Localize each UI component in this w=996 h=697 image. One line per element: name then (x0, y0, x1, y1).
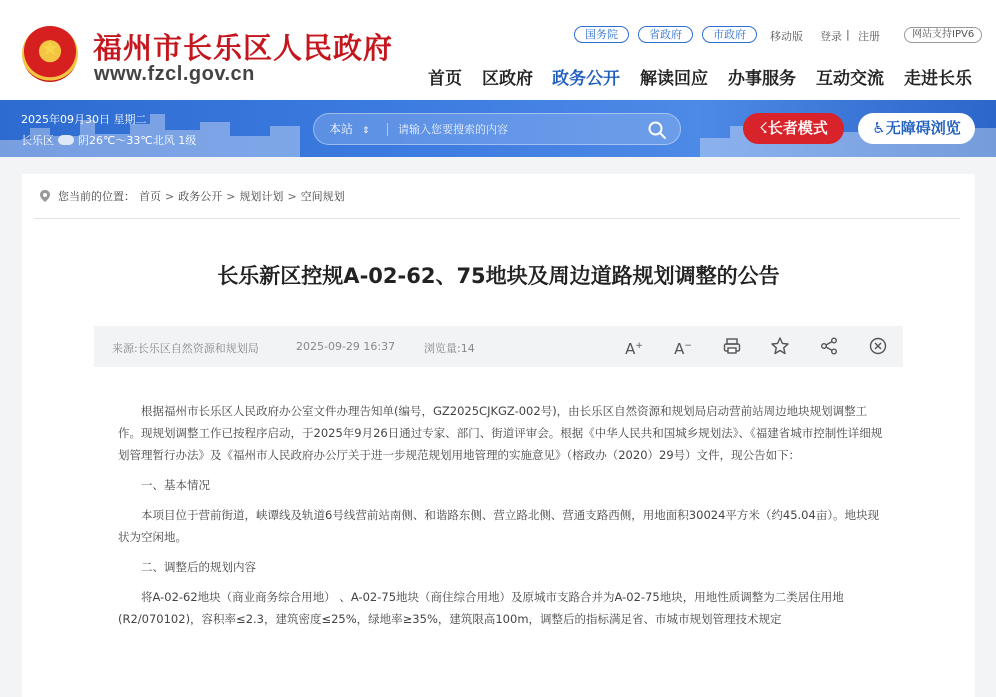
section-heading: 一、基本情况 (141, 478, 210, 492)
breadcrumb-prefix: 您当前的位置： (58, 190, 135, 203)
accessibility-button[interactable] (858, 113, 975, 144)
cloud-icon (58, 135, 74, 145)
nav-interaction[interactable]: 互动交流 (816, 69, 884, 89)
search-scope-select[interactable] (329, 114, 370, 146)
elder-mode-label: 长者模式 (767, 119, 828, 137)
accessibility-label: 无障碍浏览 (885, 119, 961, 137)
close-icon[interactable] (868, 336, 888, 356)
breadcrumb-separator: > (287, 189, 297, 203)
site-header (0, 0, 996, 100)
breadcrumb-home[interactable]: 首页 (139, 190, 161, 203)
link-state-council[interactable]: 国务院 (574, 26, 629, 43)
article-meta-bar (94, 326, 903, 367)
article-body (118, 400, 888, 638)
link-provincial-gov[interactable]: 省政府 (638, 26, 693, 43)
nav-gov-affairs[interactable]: 政务公开 (552, 69, 620, 89)
breadcrumb-gov-affairs[interactable]: 政务公开 (178, 190, 223, 203)
article-title: 长乐新区控规A-02-62、75地块及周边道路规划调整的公告 (217, 264, 780, 288)
content-panel (22, 174, 975, 697)
article-datetime: 2025-09-29 16:37 (296, 340, 396, 353)
nav-about[interactable]: 走进长乐 (904, 69, 972, 89)
article-paragraph: 本项目位于营前街道，峡谭线及轨道6号线营前站南侧、和谐路东侧、营立路北侧、营通支路西侧，用地面积30024平方米（约45.04亩）。地块现状为空闲地。 (118, 508, 880, 544)
quick-links (574, 26, 757, 43)
nav-district-gov[interactable]: 区政府 (482, 69, 533, 89)
share-icon[interactable] (819, 336, 839, 356)
location-pin-icon (40, 190, 50, 202)
article-paragraph: 将A-02-62地块（商业商务综合用地） 、A-02-75地块（商住综合用地）及原城市支路合并为A-02-75地块，用地性质调整为二类居住用地(R2/070102)，容积率≤2.3，建筑密度≤25%，绿地率≥35%，建筑限高100m，调整后的指标满足省、市城市规划管理技术规定 (118, 590, 844, 626)
national-emblem-logo (22, 26, 78, 82)
nav-services[interactable]: 办事服务 (728, 69, 796, 89)
breadcrumb-separator: > (165, 189, 175, 203)
print-icon[interactable] (722, 336, 742, 356)
weather-info (21, 132, 196, 148)
search-bar (313, 113, 681, 145)
updown-arrow-icon: ⇕ (362, 126, 370, 136)
weather-text: 阴26℃～33℃北风 1级 (78, 134, 197, 147)
site-domain: www.fzcl.gov.cn (94, 63, 255, 85)
elder-mode-button[interactable] (743, 113, 844, 144)
font-increase-icon[interactable]: A+ (625, 340, 643, 358)
search-icon[interactable] (647, 120, 667, 140)
star-icon[interactable] (770, 336, 790, 356)
section-heading: 二、调整后的规划内容 (141, 560, 256, 574)
search-divider (387, 123, 388, 136)
article-source: 来源:长乐区自然资源和规划局 (112, 342, 259, 355)
site-title: 福州市长乐区人民政府 (93, 31, 394, 65)
register-link[interactable]: 注册 (858, 30, 880, 43)
link-city-gov[interactable]: 市政府 (702, 26, 757, 43)
font-decrease-icon[interactable]: A− (674, 340, 692, 358)
elder-icon: ☇ (759, 119, 768, 137)
wheelchair-icon: ♿ (872, 119, 886, 137)
banner (0, 100, 996, 157)
mobile-version-link[interactable]: 移动版 (770, 30, 803, 43)
breadcrumb-separator: > (226, 189, 236, 203)
breadcrumb (40, 188, 345, 204)
current-date: 2025年09月30日 星期二 (21, 113, 147, 126)
breadcrumb-spatial-planning[interactable]: 空间规划 (300, 190, 345, 203)
login-link[interactable]: 登录 (820, 30, 842, 43)
nav-interpretation[interactable]: 解读回应 (640, 69, 708, 89)
nav-home[interactable]: 首页 (428, 69, 462, 89)
star-icon: ★ (41, 36, 59, 60)
breadcrumb-planning[interactable]: 规划计划 (239, 190, 284, 203)
divider (34, 218, 960, 219)
ipv6-badge: 网站支持IPV6 (904, 27, 982, 43)
article-paragraph: 根据福州市长乐区人民政府办公室文件办理告知单(编号，GZ2025CJKGZ-002号)，由长乐区自然资源和规划局启动营前站周边地块规划调整工作。现规划调整工作已按程序启动，于2025年9月26日通过专家、部门、街道评审会。根据《中华人民共和国城乡规划法》、《福建省城市控制性详细规划管理暂行办法》及《福州市人民政府办公厅关于进一步规范规划用地管理的实施意见》（榕政办（2020）29号）文件，现公告如下： (118, 404, 883, 462)
location-label: 长乐区 (21, 134, 54, 147)
search-scope-label: 本站 (329, 122, 354, 136)
util-divider: | (846, 28, 850, 41)
search-input[interactable] (398, 119, 628, 139)
article-views: 浏览量:14 (424, 342, 475, 355)
